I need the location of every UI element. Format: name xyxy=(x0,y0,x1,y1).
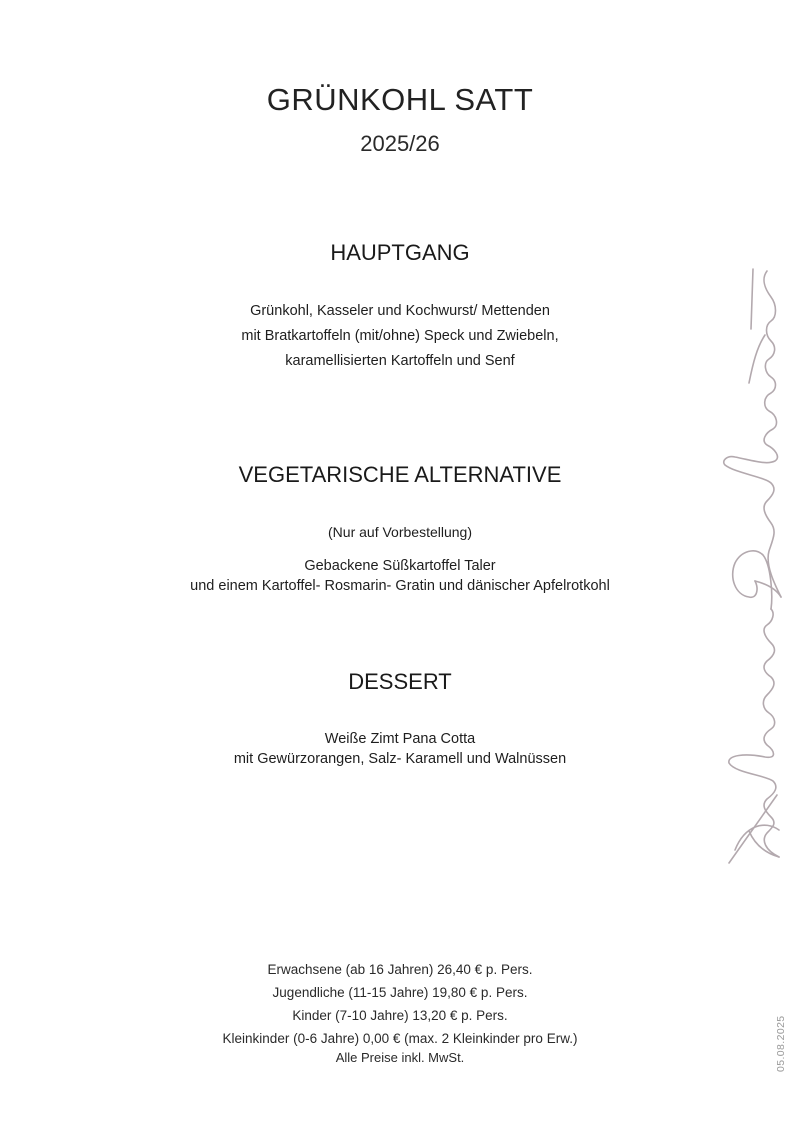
vegetarian-preorder-note: (Nur auf Vorbestellung) xyxy=(328,524,472,540)
main-course-line: mit Bratkartoffeln (mit/ohne) Speck und Zwiebeln, xyxy=(241,328,559,344)
price-line-adults: Erwachsene (ab 16 Jahren) 26,40 € p. Pers. xyxy=(267,962,533,977)
price-line-toddlers: Kleinkinder (0-6 Jahre) 0,00 € (max. 2 Kleinkinder pro Erw.) xyxy=(222,1031,578,1046)
price-line-children: Kinder (7-10 Jahre) 13,20 € p. Pers. xyxy=(292,1008,508,1023)
dessert-line: mit Gewürzorangen, Salz- Karamell und Walnüssen xyxy=(233,751,567,767)
vegetarian-description xyxy=(0,556,800,596)
main-course-line: karamellisierten Kartoffeln und Senf xyxy=(285,353,515,369)
dessert-description xyxy=(0,729,800,769)
restaurant-script-logo xyxy=(705,265,790,870)
section-heading-main-course: HAUPTGANG xyxy=(330,240,470,265)
section-heading-dessert: DESSERT xyxy=(348,669,452,694)
menu-title: GRÜNKOHL SATT xyxy=(266,82,534,117)
vat-note: Alle Preise inkl. MwSt. xyxy=(335,1050,465,1065)
price-line-teens: Jugendliche (11-15 Jahre) 19,80 € p. Pers. xyxy=(272,985,528,1000)
dessert-line: Weiße Zimt Pana Cotta xyxy=(324,731,476,747)
main-course-description xyxy=(0,299,800,374)
document-date: 05.08.2025 xyxy=(775,1015,787,1072)
price-list xyxy=(0,958,800,1050)
vegetarian-line: Gebackene Süßkartoffel Taler xyxy=(304,558,496,574)
section-heading-vegetarian: VEGETARISCHE ALTERNATIVE xyxy=(238,462,562,487)
season-label: 2025/26 xyxy=(360,131,440,156)
main-course-line: Grünkohl, Kasseler und Kochwurst/ Mettenden xyxy=(250,303,550,319)
vegetarian-line: und einem Kartoffel- Rosmarin- Gratin und dänischer Apfelrotkohl xyxy=(190,578,610,594)
